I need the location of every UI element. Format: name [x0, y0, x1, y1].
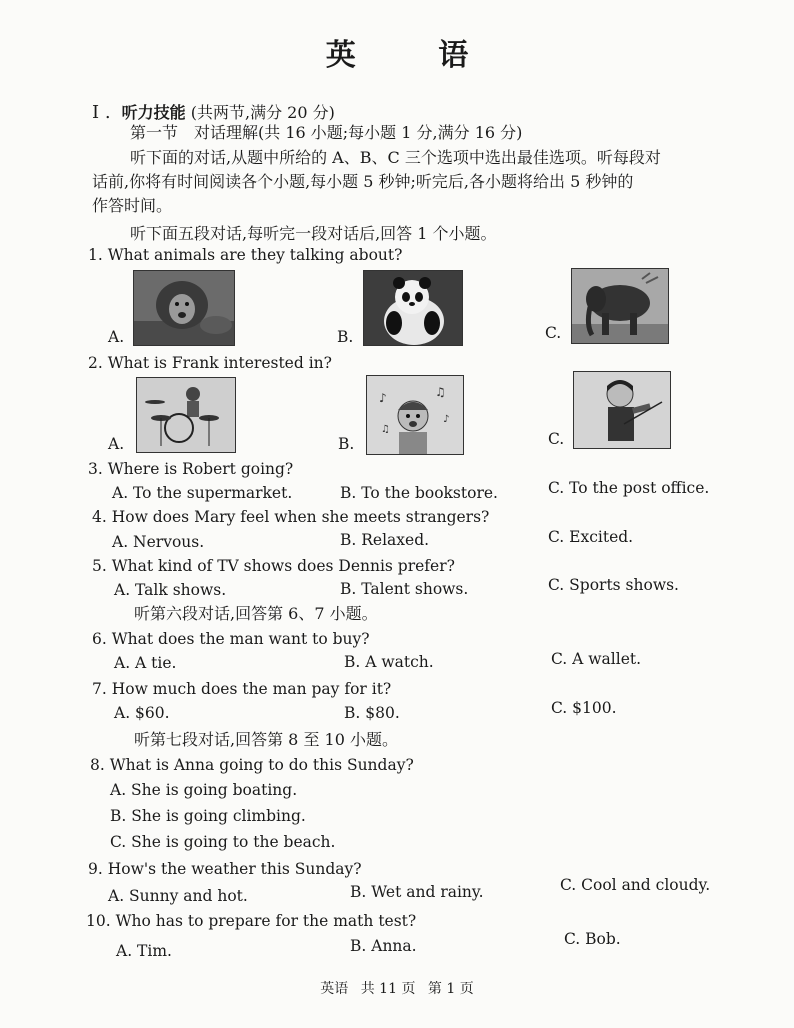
svg-text:♫: ♫ — [381, 424, 390, 435]
q8-option-c: C. She is going to the beach. — [110, 833, 336, 851]
question-9: 9. How's the weather this Sunday? — [88, 860, 362, 878]
svg-text:♫: ♫ — [435, 385, 446, 399]
question-2: 2. What is Frank interested in? — [88, 354, 332, 372]
q3-option-a: A. To the supermarket. — [112, 484, 293, 502]
q6-option-a: A. A tie. — [114, 654, 177, 672]
q4-option-a: A. Nervous. — [112, 533, 205, 551]
q7-option-c: C. $100. — [551, 699, 617, 717]
question-1: 1. What animals are they talking about? — [88, 246, 403, 264]
q10-option-b: B. Anna. — [350, 937, 417, 955]
q6-option-b: B. A watch. — [344, 653, 434, 671]
note-questions-6-7: 听第六段对话,回答第 6、7 小题。 — [134, 604, 378, 623]
q2-option-a: A. — [108, 435, 125, 453]
q2-option-b: B. — [338, 435, 355, 453]
note-questions-8-10: 听第七段对话,回答第 8 至 10 小题。 — [134, 730, 398, 749]
section-name: 听力技能 — [121, 103, 186, 122]
q3-option-c: C. To the post office. — [548, 479, 710, 497]
question-10: 10. Who has to prepare for the math test? — [86, 912, 417, 930]
sub-instruction: 听下面五段对话,每听完一段对话后,回答 1 个小题。 — [130, 224, 497, 243]
part1-title: 第一节 对话理解(共 16 小题;每小题 1 分,满分 16 分) — [130, 123, 523, 142]
instructions-line-1: 听下面的对话,从题中所给的 A、B、C 三个选项中选出最佳选项。听每段对 — [130, 148, 661, 167]
page-footer — [0, 978, 794, 998]
q6-option-c: C. A wallet. — [551, 650, 642, 668]
footer-page-number: 第 1 页 — [427, 981, 474, 997]
q5-option-b: B. Talent shows. — [340, 580, 469, 598]
singing-boy-picture-icon — [366, 375, 464, 455]
svg-text:♪: ♪ — [443, 414, 450, 425]
section-note: (共两节,满分 20 分) — [190, 103, 335, 122]
q2-option-c: C. — [548, 430, 565, 448]
q3-option-b: B. To the bookstore. — [340, 484, 498, 502]
violinist-picture-icon — [573, 371, 671, 449]
page-title: 英 语 — [325, 38, 505, 73]
question-6: 6. What does the man want to buy? — [92, 630, 370, 648]
q9-option-b: B. Wet and rainy. — [350, 883, 484, 901]
elephant-photo-icon — [571, 268, 669, 344]
q4-option-b: B. Relaxed. — [340, 531, 430, 549]
lion-photo-icon — [133, 270, 235, 346]
section-roman: I . — [92, 102, 111, 123]
instructions-line-2: 话前,你将有时间阅读各个小题,每小题 5 秒钟;听完后,各小题将给出 5 秒钟的 — [92, 172, 634, 191]
q1-option-b: B. — [337, 328, 354, 346]
q8-option-b: B. She is going climbing. — [110, 807, 306, 825]
instructions-line-3: 作答时间。 — [92, 196, 173, 215]
footer-total-pages: 共 11 页 — [360, 981, 416, 997]
question-3: 3. Where is Robert going? — [88, 460, 294, 478]
svg-text:♪: ♪ — [379, 391, 387, 405]
q8-option-a: A. She is going boating. — [110, 781, 298, 799]
q4-option-c: C. Excited. — [548, 528, 634, 546]
q1-option-a: A. — [108, 328, 125, 346]
question-5: 5. What kind of TV shows does Dennis prefer? — [92, 557, 455, 575]
q7-option-b: B. $80. — [344, 704, 400, 722]
question-8: 8. What is Anna going to do this Sunday? — [90, 756, 414, 774]
q1-option-c: C. — [545, 324, 562, 342]
q10-option-c: C. Bob. — [564, 930, 621, 948]
q9-option-a: A. Sunny and hot. — [108, 887, 248, 905]
question-4: 4. How does Mary feel when she meets strangers? — [92, 508, 490, 526]
q7-option-a: A. $60. — [114, 704, 170, 722]
section-heading — [92, 100, 335, 123]
q10-option-a: A. Tim. — [116, 942, 172, 960]
q5-option-c: C. Sports shows. — [548, 576, 679, 594]
panda-photo-icon — [363, 270, 463, 346]
q5-option-a: A. Talk shows. — [114, 581, 227, 599]
footer-subject: 英语 — [320, 981, 349, 997]
drummer-picture-icon — [136, 377, 236, 453]
question-7: 7. How much does the man pay for it? — [92, 680, 392, 698]
q9-option-c: C. Cool and cloudy. — [560, 876, 711, 894]
